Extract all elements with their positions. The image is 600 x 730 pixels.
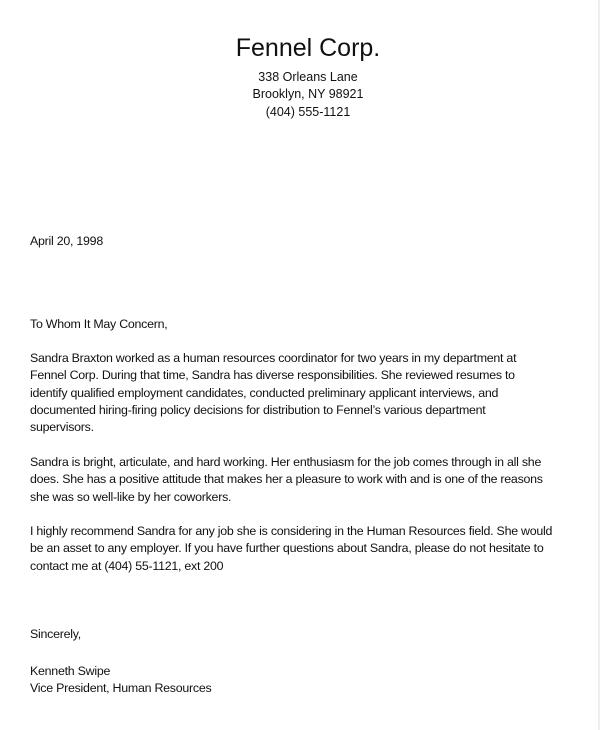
paragraph-3: [30, 523, 552, 575]
address-phone: (404) 555-1121: [265, 104, 351, 119]
signer-title: Vice President, Human Resources: [30, 681, 212, 696]
closing: Sincerely,: [30, 627, 81, 641]
paragraph-line: be an asset to any employer. If you have further questions about Sandra, please do not hesitate to: [30, 541, 544, 556]
paragraph-line: she was so well-like by her coworkers.: [30, 489, 232, 504]
signature-block: [30, 663, 211, 698]
signer-name: Kenneth Swipe: [30, 664, 111, 678]
paragraph-2: [30, 454, 543, 506]
address-city: Brooklyn, NY 98921: [252, 87, 364, 102]
paragraph-line: Sandra is bright, articulate, and hard working. Her enthusiasm for the job comes through in all she: [30, 455, 542, 469]
company-name: Fennel Corp.: [235, 34, 381, 62]
paragraph-line: documented hiring-firing policy decisions for distribution to Fennel’s various department: [30, 402, 486, 417]
paragraph-line: contact me at (404) 55-1121, ext 200: [30, 558, 224, 573]
paragraph-1: [30, 350, 516, 436]
salutation: To Whom It May Concern,: [30, 317, 168, 331]
paragraph-line: supervisors.: [30, 420, 94, 435]
address-street: 338 Orleans Lane: [258, 70, 358, 84]
paragraph-line: identify qualified employment candidates, conducted preliminary applicant interviews, and: [30, 385, 499, 400]
paragraph-line: Fennel Corp. During that time, Sandra has diverse responsibilities. She reviewed resumes to: [30, 368, 515, 383]
paragraph-line: does. She has a positive attitude that makes her a pleasure to work with and is one of the reasons: [30, 472, 543, 487]
paragraph-line: I highly recommend Sandra for any job she is considering in the Human Resources field. She would: [30, 524, 553, 538]
company-address: [0, 69, 600, 121]
paragraph-line: Sandra Braxton worked as a human resources coordinator for two years in my department at: [30, 351, 517, 365]
letter-date: April 20, 1998: [30, 234, 103, 248]
